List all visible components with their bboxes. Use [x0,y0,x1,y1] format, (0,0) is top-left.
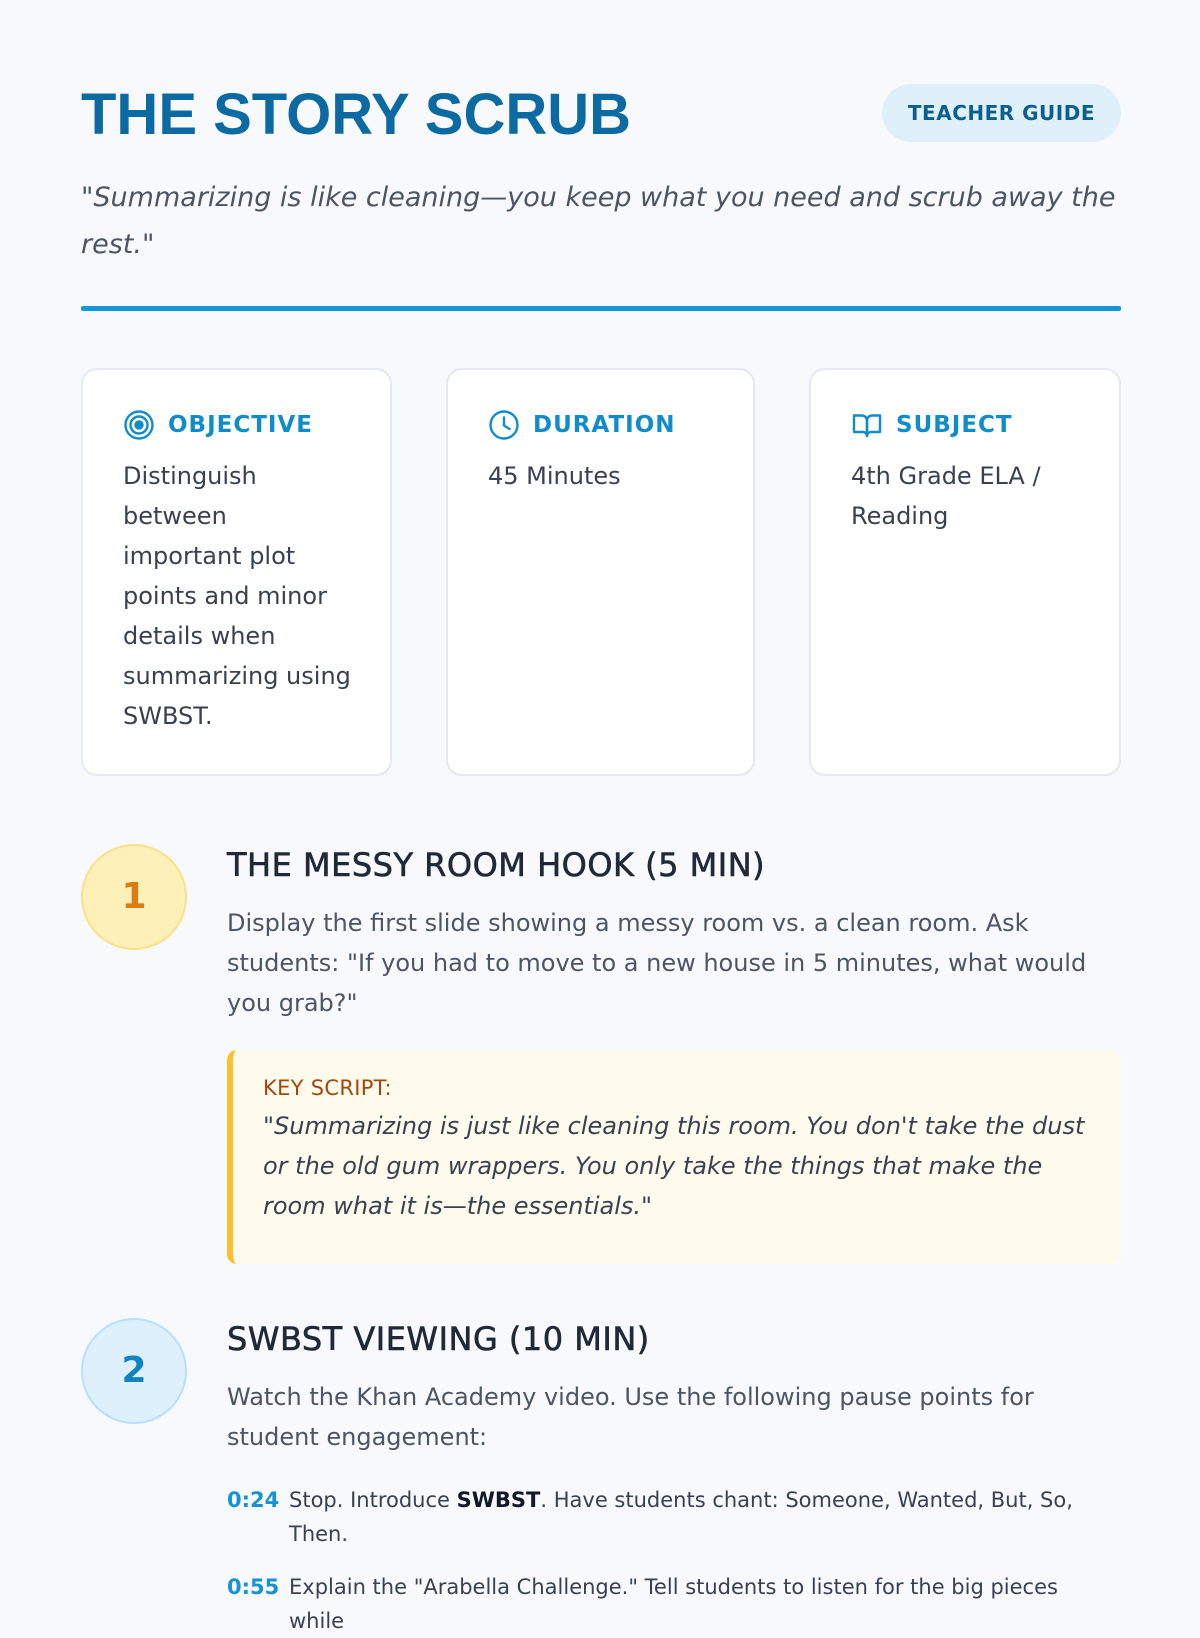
header [81,80,1121,150]
pause-time: 0:55 [227,1575,280,1599]
teacher-guide-badge: TEACHER GUIDE [882,84,1121,142]
objective-card [81,368,392,776]
pause-text: Explain the "Arabella Challenge." Tell students to listen for the big pieces while [289,1575,1058,1633]
step-1-title: THE MESSY ROOM HOOK (5 MIN) [227,846,766,884]
target-icon [123,409,155,441]
swbst-term: SWBST [456,1488,541,1512]
subject-card [809,368,1121,776]
key-script-text: "Summarizing is just like cleaning this room. You don't take the dust or the old gum wrappers. You only take the things that make the room what it is—the essentials." [263,1112,1085,1220]
key-script-box [227,1050,1121,1264]
tagline: "Summarizing is like cleaning—you keep what you need and scrub away the rest." [81,182,1116,260]
subject-label: SUBJECT [896,412,1013,438]
key-script-label: KEY SCRIPT: [263,1076,392,1100]
header-divider [81,306,1121,311]
step-2-number: 2 [81,1318,187,1424]
objective-label: OBJECTIVE [168,412,313,438]
step-1-body: Display the first slide showing a messy room vs. a clean room. Ask students: "If you had to move to a new house in 5 minutes, what would you grab?" [227,909,1087,1017]
clock-icon [488,409,520,441]
step-2-title: SWBST VIEWING (10 MIN) [227,1320,650,1358]
subject-text: 4th Grade ELA / Reading [851,462,1041,530]
duration-text: 45 Minutes [488,462,621,490]
step-2-body: Watch the Khan Academy video. Use the following pause points for student engagement: [227,1383,1034,1451]
page-title: THE STORY SCRUB [81,82,632,147]
duration-label: DURATION [533,412,676,438]
pause-text: Stop. Introduce SWBST. Have students chant: Someone, Wanted, But, So, Then. [289,1488,1073,1546]
step-1-number: 1 [81,844,187,950]
book-icon [851,409,883,441]
pause-time: 0:24 [227,1488,280,1512]
objective-text: Distinguish between important plot points and minor details when summarizing using SWBST. [123,462,351,730]
duration-card [446,368,755,776]
lesson-page [81,0,1121,1633]
